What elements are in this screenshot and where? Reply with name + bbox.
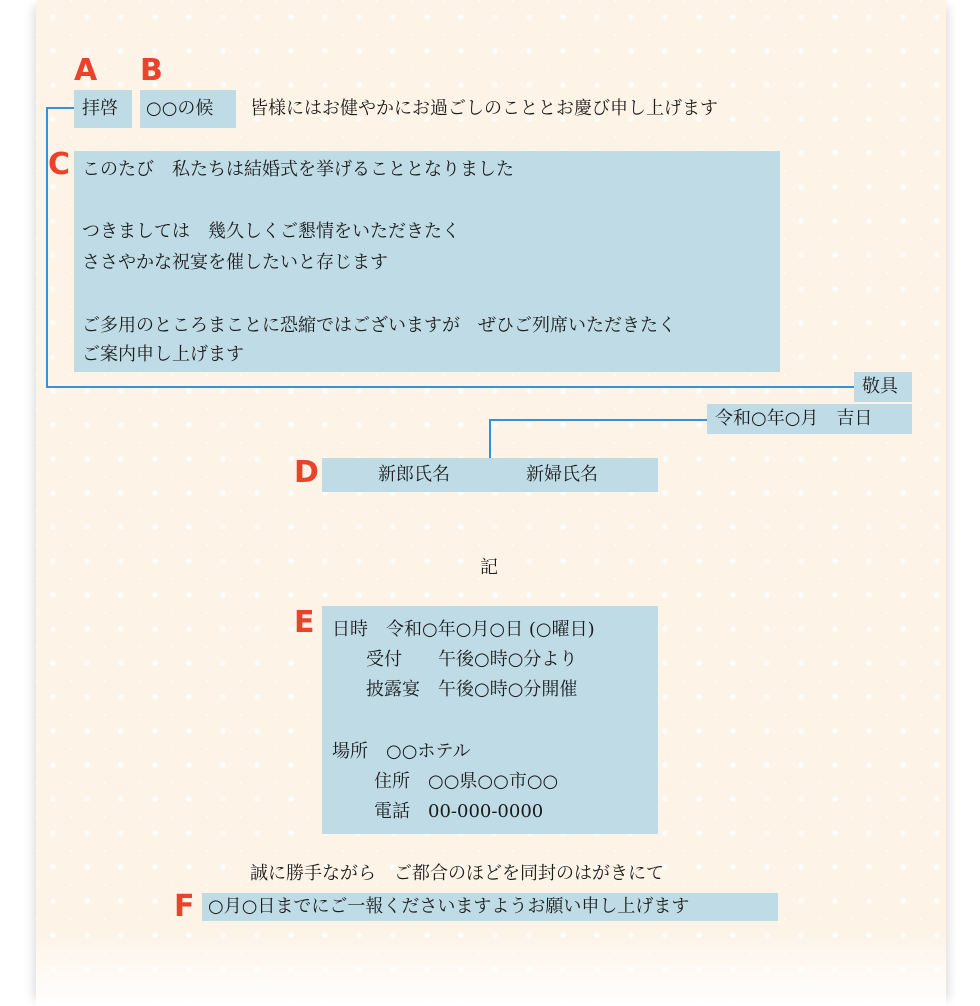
detail-phone: 電話 00-000-0000 [374, 801, 544, 822]
detail-datetime: 日時 令和○年○月○日 (○曜日) [332, 619, 595, 640]
ki-heading: 記 [480, 557, 498, 578]
section-label-e: E [294, 605, 315, 640]
footer-line-1: 誠に勝手ながら ご都合のほどを同封のはがきにて [250, 863, 664, 884]
opening-season: ○○の候 [146, 98, 214, 119]
detail-reception: 受付 午後○時○分より [366, 649, 578, 670]
body-line: ご案内申し上げます [82, 344, 244, 365]
body-line: ご多用のところまことに恐縮ではございますが ぜひご列席いただきたく [82, 315, 676, 336]
names-highlight [322, 458, 658, 492]
body-line: つきましては 幾久しくご懇情をいただきたく [82, 221, 460, 242]
groom-name: 新郎氏名 [378, 464, 450, 485]
connector-line [46, 386, 854, 388]
bottom-fade [36, 930, 946, 1006]
bride-name: 新婦氏名 [526, 464, 598, 485]
connector-line [46, 107, 74, 109]
detail-address: 住所 ○○県○○市○○ [374, 771, 559, 792]
opening-greeting: 皆様にはお健やかにお過ごしのこととお慶び申し上げます [250, 98, 718, 119]
section-label-d: D [294, 455, 319, 490]
section-label-f: F [174, 889, 195, 924]
section-label-b: B [140, 53, 163, 88]
body-line: このたび 私たちは結婚式を挙げることとなりました [82, 159, 514, 180]
section-label-a: A [74, 53, 98, 88]
closing-keigu: 敬具 [862, 376, 898, 397]
closing-date: 令和○年○月 吉日 [715, 408, 873, 429]
body-line: ささやかな祝宴を催したいと存じます [82, 252, 388, 273]
footer-line-2: ○月○日までにご一報くださいますようお願い申し上げます [208, 896, 690, 917]
connector-line [489, 419, 707, 421]
opening-haikei: 拝啓 [82, 98, 118, 119]
connector-line [489, 419, 491, 459]
section-label-c: C [48, 147, 71, 182]
detail-banquet: 披露宴 午後○時○分開催 [366, 679, 578, 700]
detail-venue: 場所 ○○ホテル [332, 741, 471, 762]
